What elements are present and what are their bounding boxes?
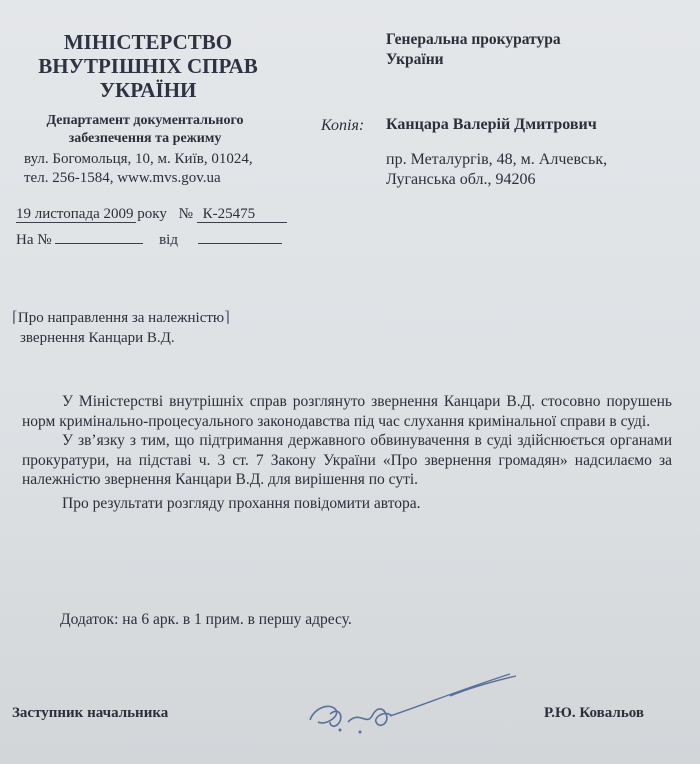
reference-line <box>16 227 282 249</box>
ministry-line: МІНІСТЕРСТВО <box>63 30 233 54</box>
handwritten-signature <box>300 670 530 740</box>
sender-address <box>24 150 253 188</box>
subject-line: звернення Канцари В.Д. <box>20 330 175 346</box>
subject-line <box>12 308 230 328</box>
registration-number-label: № <box>178 206 193 222</box>
ministry-line: УКРАЇНИ <box>99 78 197 102</box>
body-paragraph: У Міністерстві внутрішніх справ розглянуто звернення Канцари В.Д. стосовно порушень норм кримінально-процесуального законодавства під час слухання кримінальної справи в суді. <box>22 393 672 430</box>
subject-bracket-left: ⌈ <box>12 310 18 326</box>
letter-body <box>22 392 672 513</box>
registration-number: К-25475 <box>197 206 287 223</box>
attachment-note: Додаток: на 6 арк. в 1 прим. в першу адресу. <box>60 611 352 628</box>
reference-from-label: від <box>159 232 178 248</box>
copy-recipient-name: Канцара Валерій Дмитрович <box>386 116 597 133</box>
copy-address-line: Луганська обл., 94206 <box>386 171 536 188</box>
recipient-line: України <box>386 51 444 68</box>
subject-bracket-right: ⌉ <box>224 310 230 326</box>
department-line: Департамент документального <box>46 113 244 128</box>
date-underline <box>16 222 136 223</box>
body-paragraph: У зв’язку з тим, що підтримання державного обвинувачення в суді здійснюється органами прокуратури, на підставі ч. 3 ст. 7 Закону України «Про звернення громадян» надсилаємо за належністю звернення Канцари В.Д. для вирішення по суті. <box>22 432 672 488</box>
signatory-name: Р.Ю. Ковальов <box>544 705 644 721</box>
sender-contacts: тел. 256-1584, www.mvs.gov.ua <box>24 170 221 186</box>
registration-line <box>16 206 287 223</box>
reference-label: На № <box>16 232 52 248</box>
copy-label: Копія: <box>321 117 365 134</box>
body-paragraph: Про результати розгляду прохання повідомити автора. <box>62 494 421 512</box>
registration-date: 19 листопада 2009 року <box>16 206 167 222</box>
sender-street: вул. Богомольця, 10, м. Київ, 01024, <box>24 151 253 167</box>
ministry-header <box>30 30 266 102</box>
reference-date-blank <box>198 227 282 244</box>
subject-text: Про направлення за належністю <box>17 310 225 326</box>
reference-number-blank <box>55 227 143 244</box>
signatory-position: Заступник начальника <box>12 705 169 721</box>
department-line: забезпечення та режиму <box>68 131 222 146</box>
recipient-block <box>386 30 561 70</box>
copy-address-line: пр. Металургів, 48, м. Алчевськ, <box>386 151 608 168</box>
ministry-line: ВНУТРІШНІХ СПРАВ <box>38 54 258 78</box>
subject-block <box>12 308 230 348</box>
copy-recipient-address <box>386 150 607 190</box>
department-name <box>14 112 276 148</box>
recipient-line: Генеральна прокуратура <box>386 31 561 48</box>
